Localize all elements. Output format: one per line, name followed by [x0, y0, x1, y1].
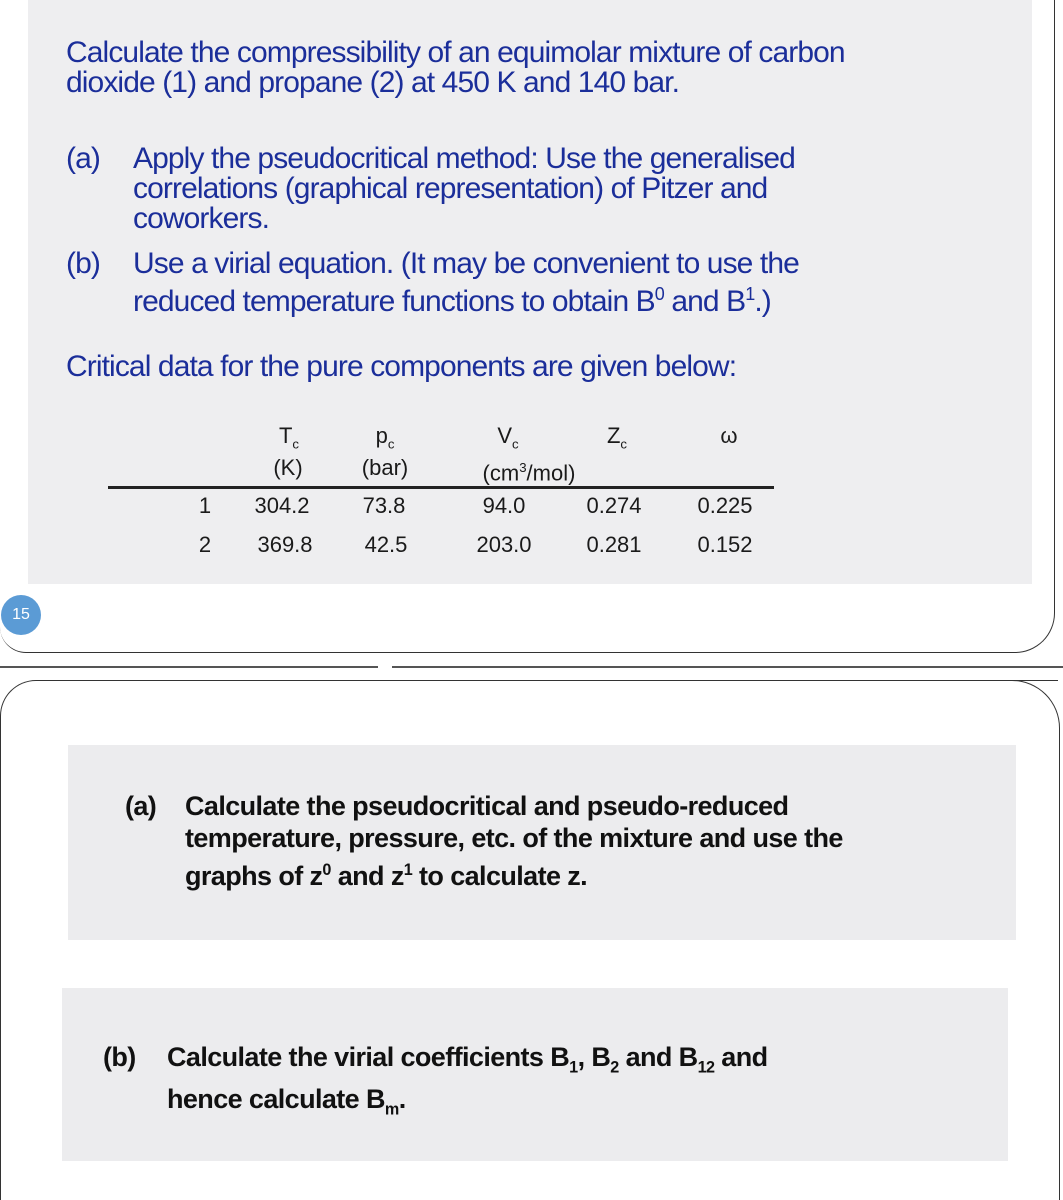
row-1-vc: 94.0	[482, 493, 526, 518]
task-b-line-2-text: hence calculate B	[167, 1084, 385, 1115]
question-line-1: Calculate the compressibility of an equimolar mixture of carbon	[66, 36, 845, 69]
task-b-line-1-text: Calculate the virial coefficients B	[167, 1042, 570, 1072]
task-a-label: (a)	[125, 791, 157, 821]
superscript-1: 1	[745, 284, 755, 304]
row-2-tc: 369.8	[257, 532, 313, 557]
task-a-end: to calculate z.	[412, 861, 588, 891]
task-b-label: (b)	[103, 1042, 136, 1072]
header-zc-subscript: c	[620, 436, 628, 452]
header-tc	[279, 424, 299, 456]
task-b-text	[167, 1041, 967, 1126]
row-2-id: 2	[198, 532, 212, 557]
table-rule	[108, 486, 774, 489]
part-a-label: (a)	[66, 142, 100, 175]
page-number-badge: 15	[1, 595, 41, 635]
task-b-line-2	[167, 1083, 967, 1125]
row-2-zc: 0.281	[586, 532, 642, 557]
header-omega: ω	[720, 423, 738, 448]
part-b-line-2-text: reduced temperature functions to obtain B	[133, 285, 655, 318]
part-a-line-3: coworkers.	[133, 202, 270, 235]
part-a-line-1: Apply the pseudocritical method: Use the generalised	[133, 142, 795, 175]
separator-line-left	[0, 666, 378, 668]
task-b-line-1	[167, 1041, 967, 1083]
row-2-omega: 0.152	[697, 532, 753, 557]
part-b-label: (b)	[66, 247, 100, 280]
b-subscript-12: 12	[697, 1058, 715, 1077]
z-superscript-1: 1	[403, 861, 413, 879]
header-pc-subscript: c	[387, 436, 395, 452]
part-a-line-2: correlations (graphical representation) of Pitzer and	[133, 172, 768, 205]
header-vc	[497, 424, 518, 456]
header-vc-unit	[483, 456, 576, 485]
b-subscript-2: 2	[610, 1058, 619, 1077]
task-a-line-1: Calculate the pseudocritical and pseudo-reduced	[185, 791, 789, 821]
row-1-id: 1	[198, 493, 212, 518]
vc-unit-post: /mol)	[526, 460, 576, 486]
question-line-2: dioxide (1) and propane (2) at 450 K and 140 bar.	[66, 66, 680, 99]
superscript-0: 0	[654, 284, 664, 304]
separator-line-right	[392, 666, 1063, 668]
row-1-zc: 0.274	[586, 493, 642, 518]
task-a-text	[185, 790, 975, 892]
task-b	[103, 1041, 967, 1126]
task-a-mid: and z	[330, 861, 404, 891]
header-tc-subscript: c	[292, 436, 300, 452]
vc-unit-pre: (cm	[482, 460, 520, 486]
task-a	[125, 790, 975, 892]
b-subscript-m: m	[384, 1100, 399, 1119]
task-a-line-3	[185, 854, 975, 892]
row-1-pc: 73.8	[362, 493, 406, 518]
header-pc-unit: (bar)	[361, 455, 409, 480]
task-a-line-3-text: graphs of z	[185, 861, 323, 891]
z-superscript-0: 0	[322, 861, 331, 879]
task-b-line-2-end: .	[398, 1084, 406, 1115]
header-vc-symbol: V	[497, 423, 513, 448]
task-b-comma: , B	[577, 1042, 611, 1072]
task-b-end: and	[714, 1042, 768, 1072]
header-tc-unit: (K)	[273, 455, 303, 480]
part-b-mid: and B	[663, 285, 746, 318]
row-1-tc: 304.2	[254, 493, 310, 518]
header-pc-symbol: p	[375, 423, 388, 448]
part-b-line-1: Use a virial equation. (It may be convenient to use the	[133, 247, 799, 280]
row-2-vc: 203.0	[476, 532, 532, 557]
header-tc-symbol: T	[278, 423, 293, 448]
critical-data-heading: Critical data for the pure components are given below:	[66, 350, 737, 383]
vc-unit-superscript: 3	[519, 460, 527, 475]
task-b-and: and B	[618, 1042, 698, 1072]
header-vc-subscript: c	[512, 436, 519, 452]
part-b-end: .)	[754, 285, 771, 318]
task-a-line-2: temperature, pressure, etc. of the mixture and use the	[185, 823, 843, 853]
row-1-omega: 0.225	[697, 493, 753, 518]
row-2-pc: 42.5	[364, 532, 408, 557]
header-zc-symbol: Z	[606, 423, 621, 448]
header-pc	[376, 424, 395, 456]
header-zc	[607, 424, 627, 456]
b-subscript-1: 1	[569, 1058, 578, 1077]
